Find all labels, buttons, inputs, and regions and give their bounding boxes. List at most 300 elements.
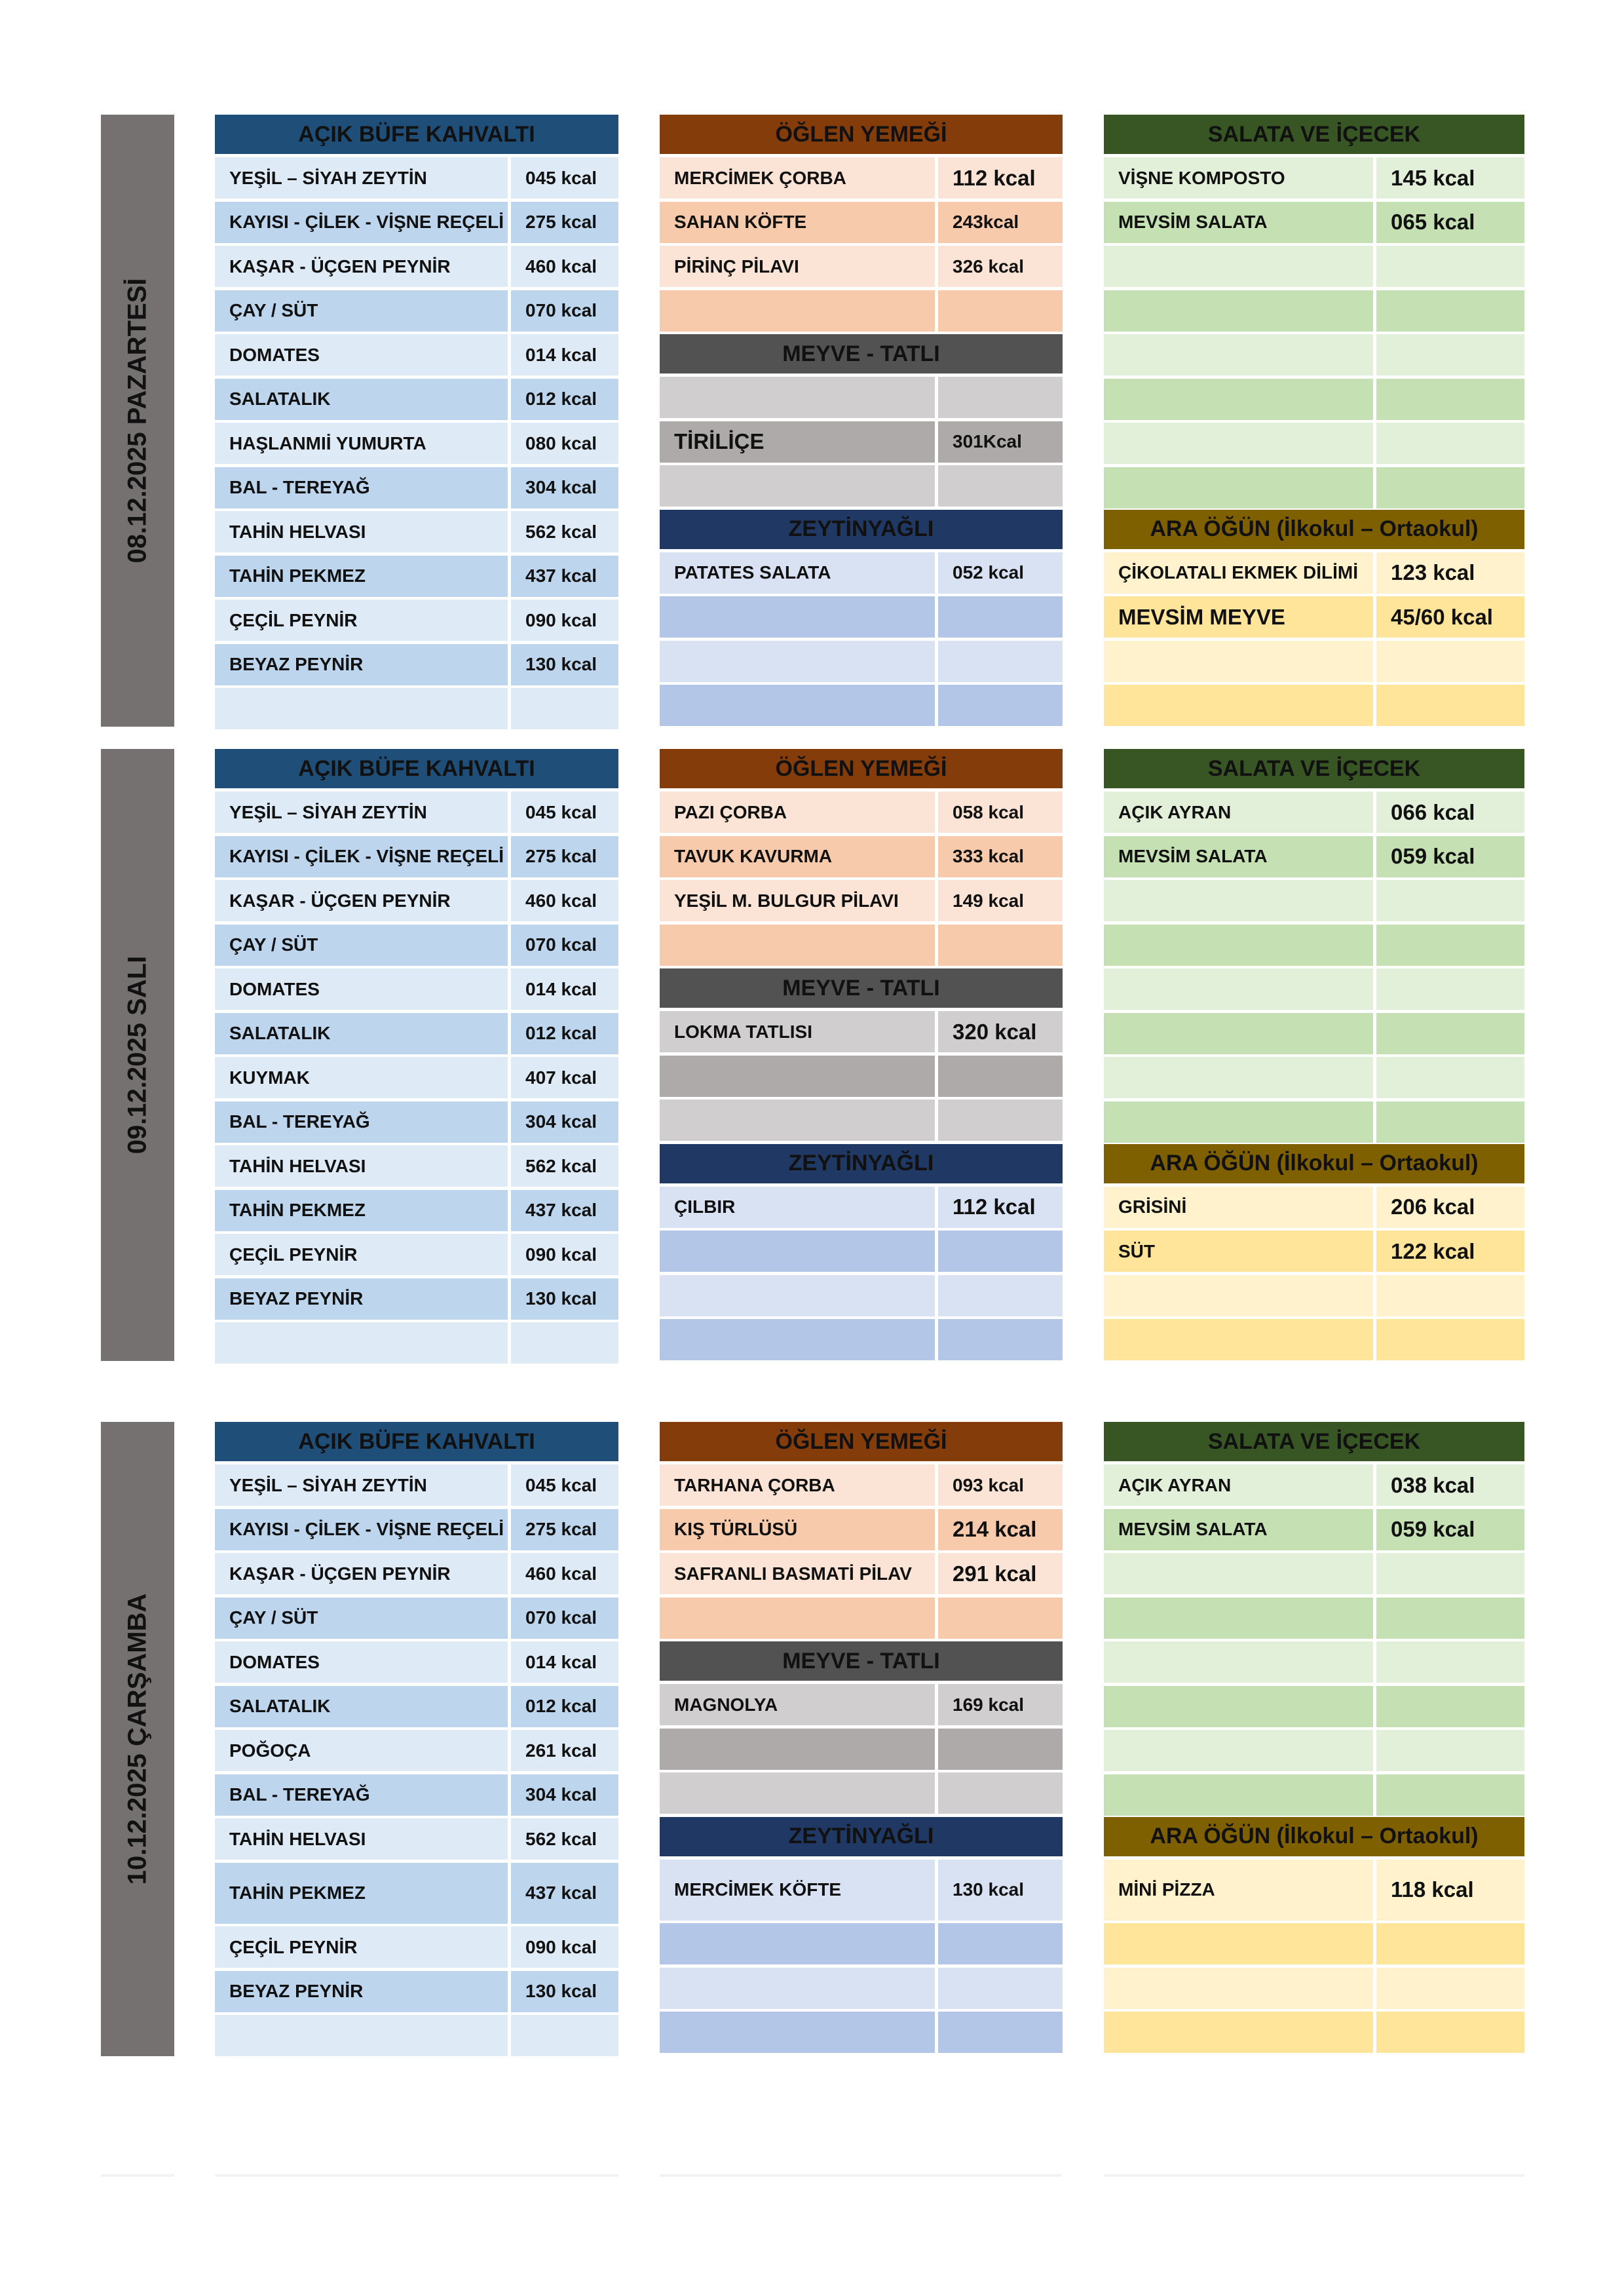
empty-row bbox=[660, 1275, 1063, 1316]
item-kcal: 275 kcal bbox=[511, 202, 618, 243]
empty-row bbox=[1104, 379, 1524, 420]
item-kcal bbox=[1376, 1774, 1524, 1816]
item-kcal bbox=[1376, 467, 1524, 508]
item-name: TİRİLİÇE bbox=[660, 421, 935, 463]
menu-item-row bbox=[660, 880, 1063, 921]
item-kcal bbox=[938, 465, 1063, 507]
snack-header: ARA ÖĞÜN (İlkokul – Ortaokul) bbox=[1104, 1817, 1524, 1856]
footer-line bbox=[101, 2174, 174, 2177]
empty-row bbox=[1104, 1598, 1524, 1639]
item-name: LOKMA TATLISI bbox=[660, 1011, 935, 1052]
item-kcal: 275 kcal bbox=[511, 836, 618, 877]
menu-item-row bbox=[215, 511, 618, 552]
menu-item-row bbox=[215, 1101, 618, 1143]
item-name bbox=[1104, 685, 1373, 726]
empty-row bbox=[215, 688, 618, 729]
breakfast-header: AÇIK BÜFE KAHVALTI bbox=[215, 749, 618, 788]
item-name bbox=[1104, 1598, 1373, 1639]
item-kcal bbox=[1376, 968, 1524, 1010]
empty-row bbox=[660, 685, 1063, 726]
day-section bbox=[0, 749, 1624, 1361]
item-kcal: 038 kcal bbox=[1376, 1464, 1524, 1506]
menu-item-row bbox=[215, 1190, 618, 1231]
item-kcal: 090 kcal bbox=[511, 1234, 618, 1275]
item-name: GRİSİNİ bbox=[1104, 1187, 1373, 1228]
item-kcal bbox=[1376, 880, 1524, 921]
item-kcal: 012 kcal bbox=[511, 1686, 618, 1727]
item-name bbox=[660, 1100, 935, 1141]
item-kcal: 059 kcal bbox=[1376, 836, 1524, 877]
menu-item-row bbox=[215, 1863, 618, 1924]
item-kcal: 065 kcal bbox=[1376, 202, 1524, 243]
item-kcal bbox=[938, 2012, 1063, 2053]
item-kcal: 562 kcal bbox=[511, 511, 618, 552]
menu-item-row bbox=[660, 1187, 1063, 1228]
item-name: TAHİN PEKMEZ bbox=[215, 1863, 508, 1924]
empty-row bbox=[660, 1100, 1063, 1141]
empty-row bbox=[660, 377, 1063, 418]
empty-row bbox=[1104, 925, 1524, 966]
day-label: 10.12.2025 ÇARŞAMBA bbox=[123, 1593, 152, 1885]
item-kcal bbox=[938, 925, 1063, 966]
item-kcal: 130 kcal bbox=[511, 1278, 618, 1320]
item-kcal: 460 kcal bbox=[511, 246, 618, 287]
item-name: BEYAZ PEYNİR bbox=[215, 1971, 508, 2012]
empty-row bbox=[660, 2012, 1063, 2053]
item-name: VİŞNE KOMPOSTO bbox=[1104, 157, 1373, 199]
item-kcal bbox=[938, 1598, 1063, 1639]
footer-line bbox=[660, 2174, 1062, 2177]
item-name: SÜT bbox=[1104, 1231, 1373, 1272]
item-kcal: 243kcal bbox=[938, 202, 1063, 243]
item-kcal bbox=[1376, 246, 1524, 287]
item-kcal: 301Kcal bbox=[938, 421, 1063, 463]
olive-oil-header: ZEYTİNYAĞLI bbox=[660, 510, 1063, 549]
menu-item-row bbox=[1104, 202, 1524, 243]
item-name bbox=[660, 596, 935, 638]
item-kcal: 012 kcal bbox=[511, 1013, 618, 1054]
item-kcal: 333 kcal bbox=[938, 836, 1063, 877]
item-name bbox=[660, 465, 935, 507]
salad-header: SALATA VE İÇECEK bbox=[1104, 115, 1524, 154]
item-name bbox=[1104, 1553, 1373, 1594]
item-kcal: 112 kcal bbox=[938, 157, 1063, 199]
item-kcal bbox=[1376, 1730, 1524, 1771]
item-name: BAL - TEREYAĞ bbox=[215, 467, 508, 508]
menu-item-row bbox=[660, 202, 1063, 243]
item-kcal: 045 kcal bbox=[511, 157, 618, 199]
empty-row bbox=[1104, 1553, 1524, 1594]
empty-row bbox=[660, 1968, 1063, 2009]
item-kcal: 275 kcal bbox=[511, 1509, 618, 1550]
day-label-bar bbox=[101, 1422, 174, 2056]
item-name bbox=[660, 641, 935, 682]
item-name bbox=[1104, 2012, 1373, 2053]
menu-item-row bbox=[660, 246, 1063, 287]
item-kcal: 130 kcal bbox=[511, 644, 618, 685]
item-kcal: 070 kcal bbox=[511, 925, 618, 966]
item-kcal bbox=[1376, 925, 1524, 966]
item-kcal: 149 kcal bbox=[938, 880, 1063, 921]
item-kcal: 562 kcal bbox=[511, 1818, 618, 1860]
item-kcal bbox=[938, 290, 1063, 332]
item-kcal bbox=[1376, 1553, 1524, 1594]
item-kcal bbox=[1376, 1923, 1524, 1964]
menu-item-row bbox=[215, 1641, 618, 1683]
item-kcal: 460 kcal bbox=[511, 880, 618, 921]
item-kcal: 070 kcal bbox=[511, 1598, 618, 1639]
item-kcal: 066 kcal bbox=[1376, 792, 1524, 833]
empty-row bbox=[660, 925, 1063, 966]
item-kcal: 214 kcal bbox=[938, 1509, 1063, 1550]
item-name: MERCİMEK KÖFTE bbox=[660, 1860, 935, 1921]
empty-row bbox=[1104, 1686, 1524, 1727]
item-kcal: 014 kcal bbox=[511, 334, 618, 375]
item-name: TARHANA ÇORBA bbox=[660, 1464, 935, 1506]
salad-header: SALATA VE İÇECEK bbox=[1104, 749, 1524, 788]
item-name: ÇİKOLATALI EKMEK DİLİMİ bbox=[1104, 552, 1373, 594]
item-kcal bbox=[1376, 379, 1524, 420]
item-name bbox=[215, 2015, 508, 2056]
item-name bbox=[1104, 246, 1373, 287]
item-name bbox=[1104, 968, 1373, 1010]
menu-item-row bbox=[215, 1971, 618, 2012]
day-label-bar bbox=[101, 115, 174, 727]
item-name: TAHİN PEKMEZ bbox=[215, 556, 508, 597]
item-kcal bbox=[1376, 641, 1524, 682]
menu-item-row bbox=[215, 1013, 618, 1054]
item-name: KAŞAR - ÜÇGEN PEYNİR bbox=[215, 880, 508, 921]
item-name: YEŞİL – SİYAH ZEYTİN bbox=[215, 157, 508, 199]
menu-item-row bbox=[660, 157, 1063, 199]
item-kcal: 326 kcal bbox=[938, 246, 1063, 287]
empty-row bbox=[215, 2015, 618, 2056]
item-kcal: 45/60 kcal bbox=[1376, 596, 1524, 638]
menu-item-row bbox=[215, 1818, 618, 1860]
item-name bbox=[1104, 1275, 1373, 1316]
footer-line bbox=[215, 2174, 618, 2177]
item-name bbox=[215, 1322, 508, 1364]
item-name: ÇAY / SÜT bbox=[215, 1598, 508, 1639]
empty-row bbox=[660, 641, 1063, 682]
item-name: SALATALIK bbox=[215, 1686, 508, 1727]
item-kcal: 123 kcal bbox=[1376, 552, 1524, 594]
item-name bbox=[1104, 880, 1373, 921]
item-name bbox=[1104, 1057, 1373, 1098]
item-kcal: 122 kcal bbox=[1376, 1231, 1524, 1272]
item-kcal: 437 kcal bbox=[511, 556, 618, 597]
item-name bbox=[1104, 467, 1373, 508]
item-name: PİRİNÇ PİLAVI bbox=[660, 246, 935, 287]
empty-row bbox=[1104, 1101, 1524, 1143]
item-kcal bbox=[938, 1968, 1063, 2009]
empty-row bbox=[1104, 246, 1524, 287]
item-kcal bbox=[1376, 1319, 1524, 1360]
empty-row bbox=[660, 1923, 1063, 1964]
item-name bbox=[660, 1319, 935, 1360]
menu-item-row bbox=[660, 1011, 1063, 1052]
breakfast-header: AÇIK BÜFE KAHVALTI bbox=[215, 115, 618, 154]
item-name: MAGNOLYA bbox=[660, 1684, 935, 1725]
item-kcal bbox=[511, 688, 618, 729]
item-name: PATATES SALATA bbox=[660, 552, 935, 594]
item-name: DOMATES bbox=[215, 334, 508, 375]
empty-row bbox=[660, 1056, 1063, 1097]
menu-item-row bbox=[660, 552, 1063, 594]
menu-item-row bbox=[1104, 836, 1524, 877]
item-name: SAHAN KÖFTE bbox=[660, 202, 935, 243]
item-kcal: 090 kcal bbox=[511, 600, 618, 641]
empty-row bbox=[1104, 641, 1524, 682]
item-name bbox=[660, 925, 935, 966]
item-kcal bbox=[1376, 1057, 1524, 1098]
item-kcal bbox=[1376, 685, 1524, 726]
footer-line bbox=[1104, 2174, 1524, 2177]
item-kcal: 059 kcal bbox=[1376, 1509, 1524, 1550]
menu-item-row bbox=[215, 1686, 618, 1727]
item-name: HAŞLANMIİ YUMURTA bbox=[215, 423, 508, 464]
menu-item-row bbox=[215, 968, 618, 1010]
item-name bbox=[660, 1772, 935, 1814]
item-kcal: 014 kcal bbox=[511, 968, 618, 1010]
item-kcal bbox=[1376, 290, 1524, 332]
day-section bbox=[0, 115, 1624, 727]
item-name bbox=[1104, 641, 1373, 682]
item-name bbox=[1104, 925, 1373, 966]
item-name: YEŞİL M. BULGUR PİLAVI bbox=[660, 880, 935, 921]
item-kcal bbox=[1376, 2012, 1524, 2053]
item-name: BAL - TEREYAĞ bbox=[215, 1101, 508, 1143]
item-name: BEYAZ PEYNİR bbox=[215, 644, 508, 685]
item-name: MEVSİM SALATA bbox=[1104, 836, 1373, 877]
item-name: DOMATES bbox=[215, 968, 508, 1010]
menu-item-row bbox=[215, 556, 618, 597]
item-name: PAZI ÇORBA bbox=[660, 792, 935, 833]
menu-item-row bbox=[215, 600, 618, 641]
item-name bbox=[660, 1729, 935, 1770]
menu-item-row bbox=[1104, 552, 1524, 594]
menu-item-row bbox=[1104, 157, 1524, 199]
menu-item-row bbox=[215, 202, 618, 243]
menu-item-row bbox=[660, 1860, 1063, 1921]
item-name: POĞOÇA bbox=[215, 1730, 508, 1771]
day-section bbox=[0, 1422, 1624, 2056]
item-kcal: 058 kcal bbox=[938, 792, 1063, 833]
item-name bbox=[660, 290, 935, 332]
empty-row bbox=[660, 1319, 1063, 1360]
item-name: SAFRANLI BASMATİ PİLAV bbox=[660, 1553, 935, 1594]
item-kcal: 112 kcal bbox=[938, 1187, 1063, 1228]
item-name: MEVSİM SALATA bbox=[1104, 1509, 1373, 1550]
menu-item-row bbox=[660, 1509, 1063, 1550]
empty-row bbox=[1104, 1968, 1524, 2009]
menu-item-row bbox=[1104, 1509, 1524, 1550]
empty-row bbox=[660, 1729, 1063, 1770]
menu-item-row bbox=[660, 1553, 1063, 1594]
item-kcal bbox=[938, 685, 1063, 726]
empty-row bbox=[1104, 290, 1524, 332]
item-kcal: 130 kcal bbox=[511, 1971, 618, 2012]
item-name bbox=[1104, 290, 1373, 332]
day-label-bar bbox=[101, 749, 174, 1361]
empty-row bbox=[660, 1598, 1063, 1639]
menu-item-row bbox=[1104, 1860, 1524, 1921]
item-name: ÇAY / SÜT bbox=[215, 290, 508, 332]
menu-item-row bbox=[215, 157, 618, 199]
item-name: TAHİN HELVASI bbox=[215, 1145, 508, 1187]
item-kcal bbox=[511, 2015, 618, 2056]
item-kcal: 304 kcal bbox=[511, 1774, 618, 1816]
item-name: KUYMAK bbox=[215, 1057, 508, 1098]
menu-item-row bbox=[215, 1730, 618, 1771]
item-name bbox=[1104, 1319, 1373, 1360]
item-name: MİNİ PİZZA bbox=[1104, 1860, 1373, 1921]
empty-row bbox=[660, 1772, 1063, 1814]
menu-item-row bbox=[660, 1464, 1063, 1506]
item-name: KAŞAR - ÜÇGEN PEYNİR bbox=[215, 246, 508, 287]
day-label: 08.12.2025 PAZARTESİ bbox=[123, 278, 152, 564]
item-name: KIŞ TÜRLÜSÜ bbox=[660, 1509, 935, 1550]
lunch-header: ÖĞLEN YEMEĞİ bbox=[660, 749, 1063, 788]
menu-item-row bbox=[215, 467, 618, 508]
empty-row bbox=[1104, 467, 1524, 508]
breakfast-header: AÇIK BÜFE KAHVALTI bbox=[215, 1422, 618, 1461]
item-kcal: 090 kcal bbox=[511, 1926, 618, 1968]
item-kcal bbox=[938, 377, 1063, 418]
item-kcal: 070 kcal bbox=[511, 290, 618, 332]
item-name bbox=[660, 1598, 935, 1639]
empty-row bbox=[1104, 968, 1524, 1010]
empty-row bbox=[1104, 685, 1524, 726]
item-name bbox=[1104, 379, 1373, 420]
item-kcal: 437 kcal bbox=[511, 1863, 618, 1924]
item-kcal bbox=[1376, 334, 1524, 375]
item-name: MEVSİM MEYVE bbox=[1104, 596, 1373, 638]
item-kcal: 206 kcal bbox=[1376, 1187, 1524, 1228]
empty-row bbox=[1104, 2012, 1524, 2053]
item-name bbox=[1104, 423, 1373, 464]
item-name: KAYISI - ÇİLEK - VİŞNE REÇELİ bbox=[215, 202, 508, 243]
snack-header: ARA ÖĞÜN (İlkokul – Ortaokul) bbox=[1104, 510, 1524, 549]
item-name: BAL - TEREYAĞ bbox=[215, 1774, 508, 1816]
item-name bbox=[1104, 1968, 1373, 2009]
empty-row bbox=[1104, 1319, 1524, 1360]
lunch-header: ÖĞLEN YEMEĞİ bbox=[660, 1422, 1063, 1461]
item-name: AÇIK AYRAN bbox=[1104, 792, 1373, 833]
item-kcal: 460 kcal bbox=[511, 1553, 618, 1594]
item-name bbox=[1104, 1641, 1373, 1683]
item-name: YEŞİL – SİYAH ZEYTİN bbox=[215, 1464, 508, 1506]
item-name bbox=[215, 688, 508, 729]
item-kcal bbox=[938, 1772, 1063, 1814]
empty-row bbox=[660, 290, 1063, 332]
empty-row bbox=[1104, 423, 1524, 464]
empty-row bbox=[215, 1322, 618, 1364]
item-kcal bbox=[511, 1322, 618, 1364]
empty-row bbox=[660, 1231, 1063, 1272]
item-kcal bbox=[938, 1231, 1063, 1272]
item-kcal bbox=[938, 1056, 1063, 1097]
menu-item-row bbox=[215, 792, 618, 833]
item-name: ÇEÇİL PEYNİR bbox=[215, 1926, 508, 1968]
item-name bbox=[660, 1923, 935, 1964]
salad-header: SALATA VE İÇECEK bbox=[1104, 1422, 1524, 1461]
menu-item-row bbox=[215, 423, 618, 464]
item-kcal bbox=[938, 1275, 1063, 1316]
empty-row bbox=[1104, 1275, 1524, 1316]
item-name: TAVUK KAVURMA bbox=[660, 836, 935, 877]
menu-item-row bbox=[1104, 1231, 1524, 1272]
item-kcal: 118 kcal bbox=[1376, 1860, 1524, 1921]
item-kcal bbox=[1376, 1641, 1524, 1683]
menu-item-row bbox=[215, 334, 618, 375]
item-name bbox=[660, 1968, 935, 2009]
day-label: 09.12.2025 SALI bbox=[123, 955, 152, 1155]
item-name: AÇIK AYRAN bbox=[1104, 1464, 1373, 1506]
item-name bbox=[1104, 1013, 1373, 1054]
item-kcal bbox=[938, 1729, 1063, 1770]
item-name bbox=[1104, 1686, 1373, 1727]
menu-item-row bbox=[1104, 596, 1524, 638]
item-name bbox=[1104, 1774, 1373, 1816]
menu-item-row bbox=[215, 290, 618, 332]
item-kcal: 437 kcal bbox=[511, 1190, 618, 1231]
item-kcal: 169 kcal bbox=[938, 1684, 1063, 1725]
item-name bbox=[660, 377, 935, 418]
menu-item-row bbox=[660, 836, 1063, 877]
empty-row bbox=[1104, 1641, 1524, 1683]
item-name bbox=[660, 1231, 935, 1272]
item-kcal bbox=[1376, 1101, 1524, 1143]
menu-item-row bbox=[215, 1278, 618, 1320]
item-kcal: 052 kcal bbox=[938, 552, 1063, 594]
menu-item-row bbox=[1104, 1187, 1524, 1228]
item-kcal: 145 kcal bbox=[1376, 157, 1524, 199]
menu-item-row bbox=[215, 644, 618, 685]
item-name bbox=[660, 685, 935, 726]
item-name: ÇAY / SÜT bbox=[215, 925, 508, 966]
item-kcal: 130 kcal bbox=[938, 1860, 1063, 1921]
menu-item-row bbox=[215, 836, 618, 877]
menu-item-row bbox=[215, 1057, 618, 1098]
item-kcal: 320 kcal bbox=[938, 1011, 1063, 1052]
item-kcal: 291 kcal bbox=[938, 1553, 1063, 1594]
item-kcal bbox=[1376, 1598, 1524, 1639]
item-kcal bbox=[1376, 1275, 1524, 1316]
empty-row bbox=[1104, 1774, 1524, 1816]
item-kcal: 304 kcal bbox=[511, 1101, 618, 1143]
item-name: SALATALIK bbox=[215, 1013, 508, 1054]
empty-row bbox=[1104, 1730, 1524, 1771]
item-name: TAHİN HELVASI bbox=[215, 511, 508, 552]
item-name: KAYISI - ÇİLEK - VİŞNE REÇELİ bbox=[215, 836, 508, 877]
item-kcal: 407 kcal bbox=[511, 1057, 618, 1098]
item-name: BEYAZ PEYNİR bbox=[215, 1278, 508, 1320]
menu-item-row bbox=[660, 792, 1063, 833]
menu-item-row bbox=[215, 1774, 618, 1816]
menu-item-row bbox=[660, 421, 1063, 463]
item-name bbox=[660, 2012, 935, 2053]
item-kcal bbox=[938, 641, 1063, 682]
item-kcal bbox=[938, 1100, 1063, 1141]
dessert-header: MEYVE - TATLI bbox=[660, 968, 1063, 1008]
empty-row bbox=[660, 596, 1063, 638]
item-kcal bbox=[938, 1923, 1063, 1964]
item-name: ÇEÇİL PEYNİR bbox=[215, 1234, 508, 1275]
item-name: MERCİMEK ÇORBA bbox=[660, 157, 935, 199]
item-kcal: 562 kcal bbox=[511, 1145, 618, 1187]
menu-item-row bbox=[215, 880, 618, 921]
